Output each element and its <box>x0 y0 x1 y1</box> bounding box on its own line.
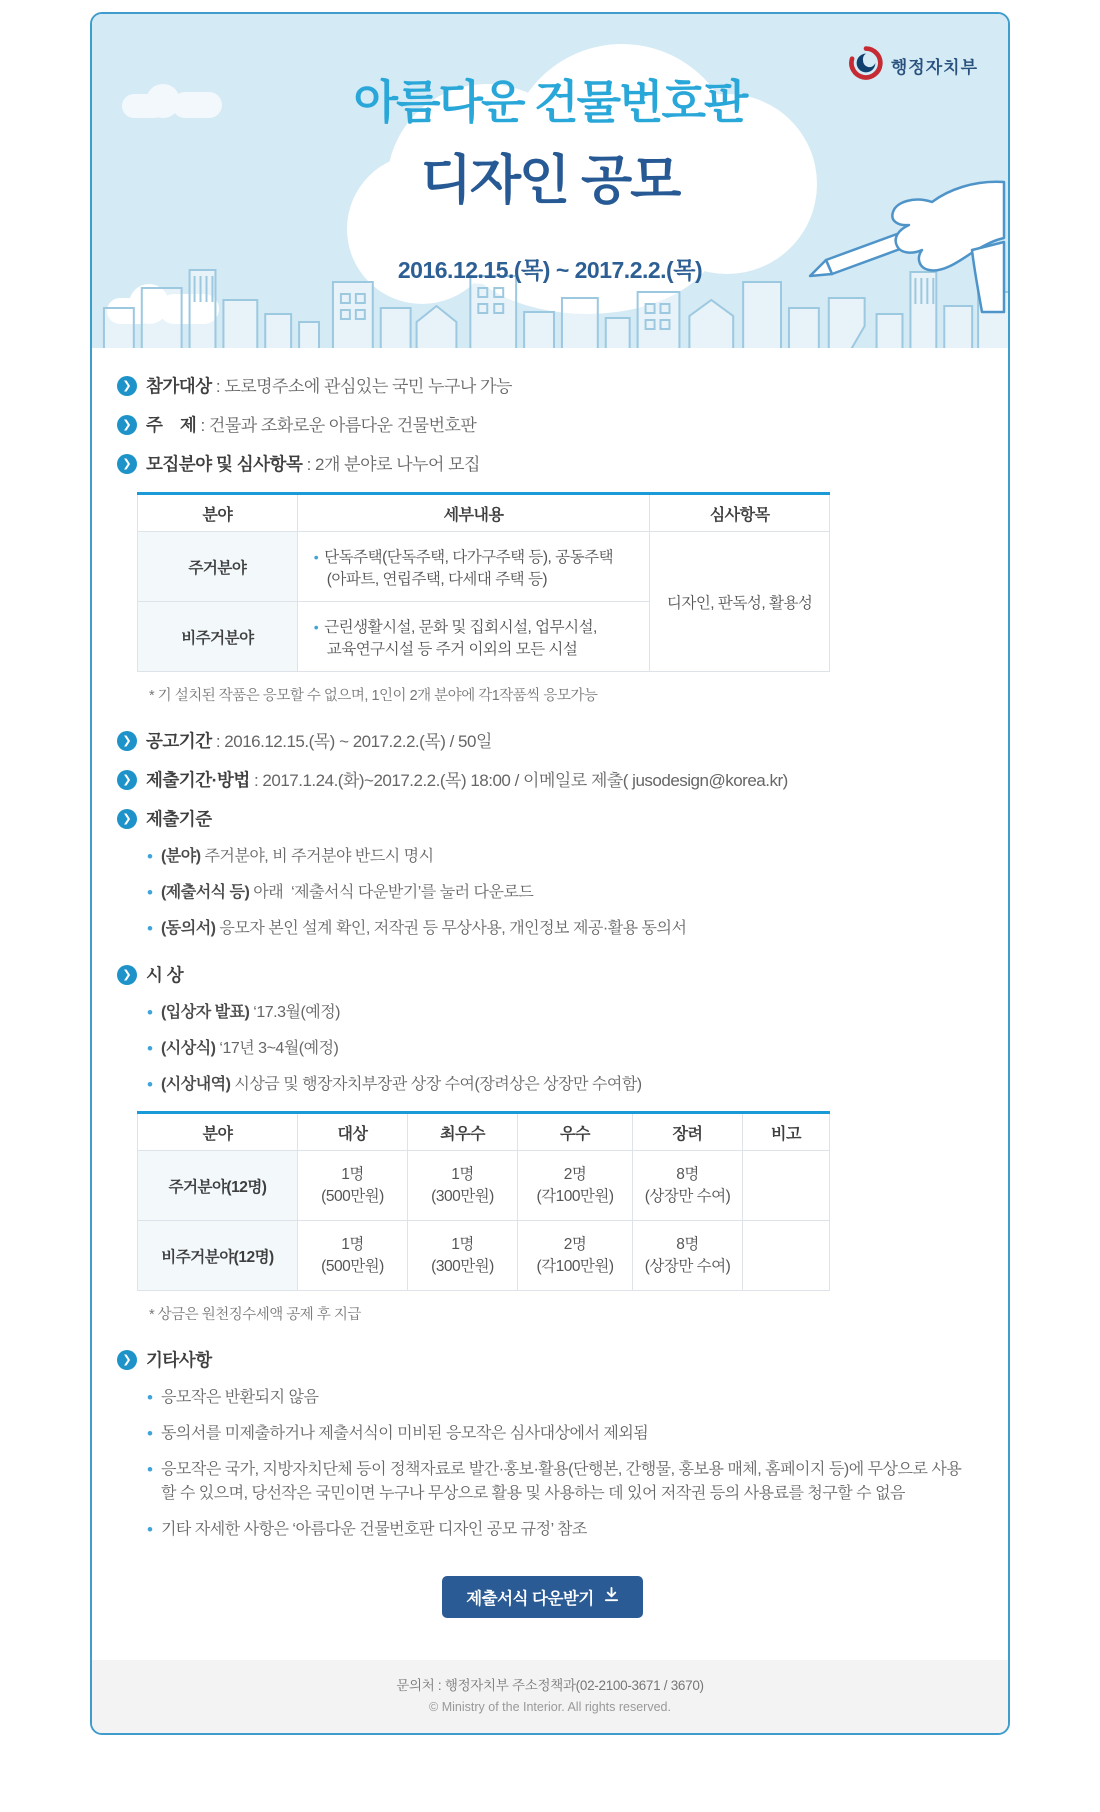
subject-label: 주 제 <box>146 415 197 435</box>
etc-item: • 응모작은 반환되지 않음 <box>147 1386 968 1410</box>
chevron-bullet-icon: ❯ <box>117 1350 137 1370</box>
dot-bullet-icon: • <box>147 1424 153 1443</box>
poster-card <box>90 12 1010 1735</box>
etc-item: • 기타 자세한 사항은 ‘아름다운 건물번호판 디자인 공모 규정’ 참조 <box>147 1518 968 1542</box>
award-item: • (시상식) ‘17년 3~4월(예정) <box>147 1037 968 1061</box>
notice-label: 공고기간 <box>146 731 212 751</box>
col-detail: 세부내용 <box>297 494 649 532</box>
download-form-button[interactable] <box>442 1576 643 1618</box>
download-icon <box>604 1587 619 1607</box>
row-criteria-heading <box>117 807 968 832</box>
chevron-bullet-icon: ❯ <box>117 454 137 474</box>
criteria-item: • (분야) 주거분야, 비 주거분야 반드시 명시 <box>147 845 968 869</box>
dot-bullet-icon: • <box>147 1075 153 1094</box>
field-cell: 비주거분야 <box>138 602 298 672</box>
detail-cell: • 근린생활시설, 문화 및 집회시설, 업무시설, 교육연구시설 등 주거 이외의 모든 시설 <box>297 602 649 672</box>
row-fields <box>117 452 968 478</box>
content <box>92 348 1008 1618</box>
row-etc-heading <box>117 1348 968 1373</box>
dot-bullet-icon: • <box>147 1039 153 1058</box>
download-button-label: 제출서식 다운받기 <box>466 1590 594 1608</box>
target-label: 참가대상 <box>146 376 212 396</box>
etc-item: • 응모작은 국가, 지방자치단체 등이 정책자료로 발간·홍보·활용(단행본, 간행물, 홍보용 매체, 홈페이지 등)에 무상으로 사용할 수 있으며, 당선작은 국민이면 누구나 무상으로 활용 및 사용하는 데 있어 저작권 등의 사용료를 청구할 수 없음 <box>147 1460 962 1502</box>
dot-bullet-icon: • <box>313 548 319 565</box>
chevron-bullet-icon: ❯ <box>117 965 137 985</box>
chevron-bullet-icon: ❯ <box>117 809 137 829</box>
table-row: 비주거분야(12명) 1명 (500만원) 1명 (300만원) 2명 (각100만원) 8명 (상장만 수여) <box>138 1221 830 1291</box>
table-header-row: 분야 대상 최우수 우수 장려 비고 <box>138 1113 830 1151</box>
criteria-item: • (제출서식 등) 아래 ‘제출서식 다운받기’를 눌러 다운로드 <box>147 881 968 905</box>
hand-with-pencil-illustration <box>796 164 1006 319</box>
criteria-cell: 디자인, 판독성, 활용성 <box>650 532 830 672</box>
table-row <box>138 532 830 602</box>
detail-cell: • 단독주택(단독주택, 다가구주택 등), 공동주택 (아파트, 연립주택, 다세대 주택 등) <box>297 532 649 602</box>
poster-title-line2: 디자인 공모 <box>420 151 680 210</box>
awards-table <box>137 1111 830 1291</box>
row-subject <box>117 413 968 439</box>
col-criteria: 심사항목 <box>650 494 830 532</box>
etc-item: • 동의서를 미제출하거나 제출서식이 미비된 응모작은 심사대상에서 제외됨 <box>147 1422 968 1446</box>
chevron-bullet-icon: ❯ <box>117 731 137 751</box>
row-submission <box>117 768 968 794</box>
row-target <box>117 374 968 400</box>
submission-text: : 2017.1.24.(화)~2017.2.2.(목) 18:00 / 이메일로 제출( jusodesign@korea.kr) <box>249 771 788 790</box>
awards-table-note: * 상금은 원천징수세액 공제 후 지급 <box>149 1307 361 1323</box>
poster-title-line1: 아름다운 건물번호판 <box>353 76 747 128</box>
contest-period: 2016.12.15.(목) ~ 2017.2.2.(목) <box>397 257 703 283</box>
award-item: • (입상자 발표) ‘17.3월(예정) <box>147 1001 968 1025</box>
dot-bullet-icon: • <box>147 1003 153 1022</box>
header-banner <box>92 14 1008 348</box>
row-award-heading <box>117 963 968 988</box>
etc-heading: 기타사항 <box>146 1350 212 1370</box>
chevron-bullet-icon: ❯ <box>117 415 137 435</box>
notice-text: : 2016.12.15.(목) ~ 2017.2.2.(목) / 50일 <box>211 732 492 751</box>
dot-bullet-icon: • <box>147 1460 153 1479</box>
field-cell: 주거분야 <box>138 532 298 602</box>
copyright: © Ministry of the Interior. All rights reserved. <box>429 1700 671 1714</box>
dot-bullet-icon: • <box>147 1388 153 1407</box>
criteria-heading: 제출기준 <box>146 809 212 829</box>
target-text: : 도로명주소에 관심있는 국민 누구나 가능 <box>211 377 512 396</box>
dot-bullet-icon: • <box>147 1520 153 1539</box>
fields-text: : 2개 분야로 나누어 모집 <box>302 455 480 474</box>
award-heading: 시 상 <box>146 965 184 985</box>
dot-bullet-icon: • <box>147 847 153 866</box>
fields-label: 모집분야 및 심사항목 <box>146 454 303 474</box>
row-notice-period <box>117 729 968 755</box>
dot-bullet-icon: • <box>147 919 153 938</box>
subject-text: : 건물과 조화로운 아름다운 건물번호판 <box>196 416 477 435</box>
category-table <box>137 492 830 672</box>
criteria-item: • (동의서) 응모자 본인 설계 확인, 저작권 등 무상사용, 개인정보 제공·활용 동의서 <box>147 917 968 941</box>
col-field: 분야 <box>138 494 298 532</box>
dot-bullet-icon: • <box>313 618 319 635</box>
submission-label: 제출기간·방법 <box>146 770 250 790</box>
table-row: 주거분야(12명) 1명 (500만원) 1명 (300만원) 2명 (각100만원) 8명 (상장만 수여) <box>138 1151 830 1221</box>
chevron-bullet-icon: ❯ <box>117 376 137 396</box>
table-header-row <box>138 494 830 532</box>
footer <box>92 1660 1008 1733</box>
category-table-note: * 기 설치된 작품은 응모할 수 없으며, 1인이 2개 분야에 각1작품씩 응모가능 <box>149 688 598 704</box>
dot-bullet-icon: • <box>147 883 153 902</box>
agency-name: 행정자치부 <box>890 58 978 77</box>
award-item: • (시상내역) 시상금 및 행장자치부장관 상장 수여(장려상은 상장만 수여함) <box>147 1073 968 1097</box>
chevron-bullet-icon: ❯ <box>117 770 137 790</box>
contact-info: 문의처 : 행정자치부 주소정책과(02-2100-3671 / 3670) <box>396 1678 704 1693</box>
